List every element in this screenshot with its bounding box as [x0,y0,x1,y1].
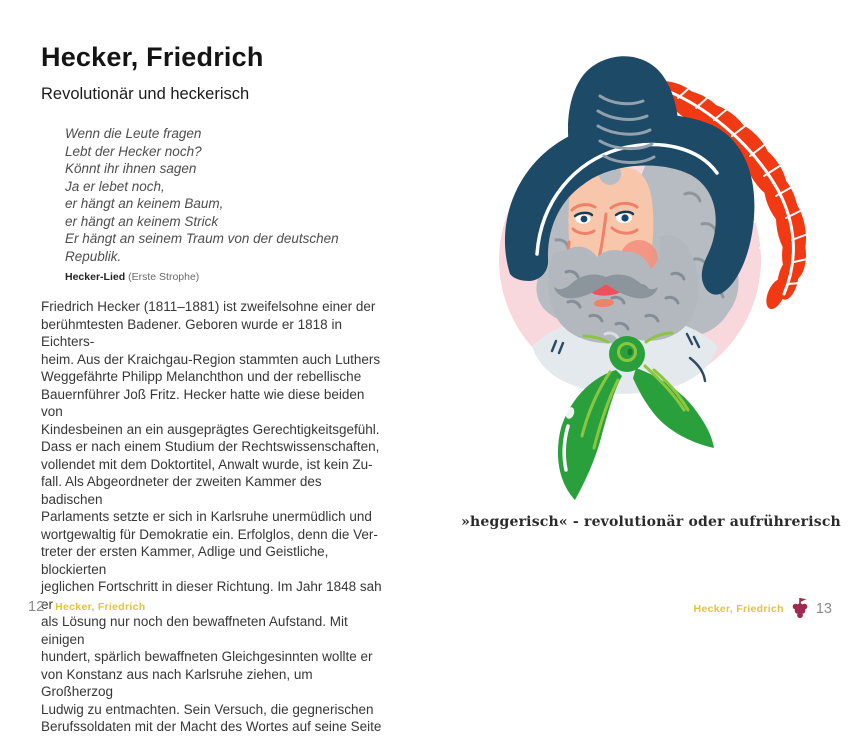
body-line: berühmtesten Badener. Geboren wurde er 1818 in Eichters- [41,316,342,349]
body-line: Parlaments setzte er sich in Karlsruhe unermüdlich und [41,509,372,524]
body-line: Weggefährte Philipp Melanchthon und der rebellische [41,369,362,384]
scarf-knot [609,336,645,372]
poem-source-detail: (Erste Strophe) [128,271,200,283]
body-line: wortgewaltig für Demokratie ein. Erfolglos, denn die Ver- [41,526,378,542]
page-subtitle: Revolutionär und heckerisch [41,85,250,103]
body-line: Berufssoldaten mit der Macht des Wortes auf seine Seite [41,719,382,734]
body-line: als Lösung nur noch den bewaffneten Aufstand. Mit einigen [41,614,348,647]
page-title: Hecker, Friedrich [41,42,264,72]
body-line: Friedrich Hecker (1811–1881) ist zweifelsohne einer der [41,299,376,314]
body-line: jeglichen Fortschritt in dieser Richtung. Im Jahr 1848 sah er [41,579,382,612]
body-text [41,298,383,736]
body-line: Ludwig zu entmachten. Sein Versuch, die gegnerischen [41,701,374,717]
left-footer [28,599,145,615]
left-page [41,42,383,736]
body-line: Dass er nach einem Studium der Rechtswissenschaften, [41,439,380,454]
portrait-illustration [440,28,860,508]
poem-line: Lebt der Hecker noch? [65,143,202,159]
left-page-number: 12 [28,599,45,615]
poem-line: Wenn die Leute fragen [65,126,202,141]
body-line: fall. Als Abgeordneter der zweiten Kammer des badischen [41,474,322,507]
body-line: treter der ersten Kammer, Adlige und Geistliche, blockierten [41,544,329,577]
poem-source-title: Hecker-Lied [65,271,126,283]
right-running-title: Hecker, Friedrich [693,602,784,615]
poem-line: Könnt ihr ihnen sagen [65,161,197,176]
body-line: heim. Aus der Kraichgau-Region stammten auch Luthers [41,351,381,367]
left-running-title: Hecker, Friedrich [55,601,146,613]
body-line: vollendet mit dem Doktortitel, Anwalt wurde, ist kein Zu- [41,456,373,472]
grape-icon [791,597,809,620]
poem-quote [65,125,383,265]
poem-line: er hängt an keinem Baum, [65,196,224,211]
poem-source [65,271,383,283]
illustration-caption: »heggerisch« - revolutionär oder aufrührerisch [461,514,841,530]
body-line: Kindesbeinen an ein ausgeprägtes Gerechtigkeitsgefühl. [41,421,380,437]
body-line: hundert, spärlich bewaffneten Gleichgesinnten wollte er [41,649,373,664]
right-page-number: 13 [815,600,832,617]
body-line: von Konstanz aus nach Karlsruhe ziehen, um Großherzog [41,666,313,699]
poem-line: Er hängt an seinem Traum von der deutschen Republik. [65,231,339,264]
poem-line: Ja er lebet noch, [65,178,165,194]
right-footer [694,597,832,620]
body-line: Bauernführer Joß Fritz. Hecker hatte wie diese beiden von [41,386,365,419]
poem-line: er hängt an keinem Strick [65,213,219,229]
